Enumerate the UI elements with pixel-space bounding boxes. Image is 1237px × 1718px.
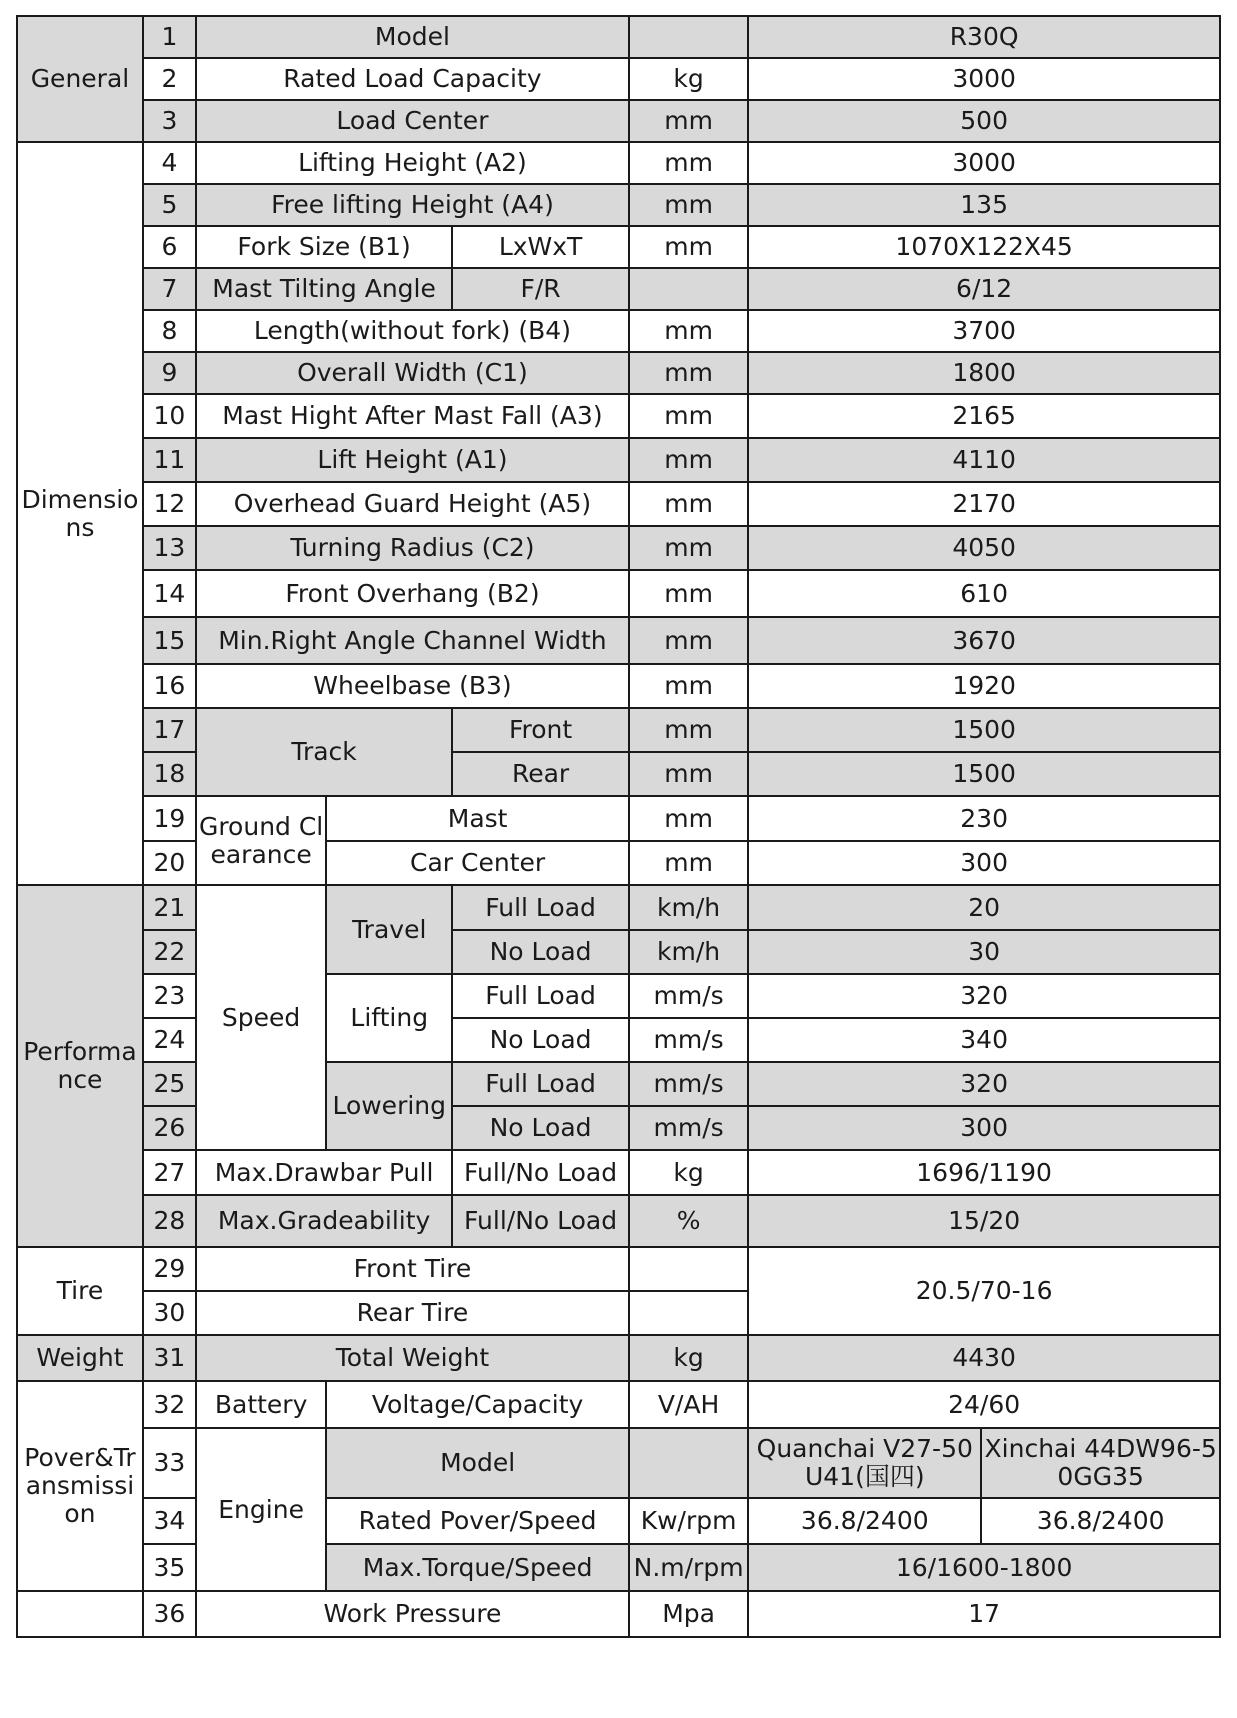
unit-cell: mm — [629, 352, 748, 394]
value-cell: 230 — [748, 796, 1220, 841]
value-cell: 320 — [748, 1062, 1220, 1106]
value-cell: 500 — [748, 100, 1220, 142]
row-number: 13 — [143, 526, 196, 570]
row-number: 8 — [143, 310, 196, 352]
value-cell: 30 — [748, 930, 1220, 974]
sub-item: Model — [326, 1428, 629, 1498]
unit-cell: mm — [629, 617, 748, 664]
sub-item: No Load — [452, 1106, 629, 1150]
row-number: 19 — [143, 796, 196, 841]
table-row — [17, 885, 1220, 930]
row-number: 11 — [143, 438, 196, 482]
unit-cell: mm — [629, 841, 748, 885]
item-name: Max.Gradeability — [196, 1195, 452, 1247]
table-row — [17, 1335, 1220, 1381]
value-cell: 24/60 — [748, 1381, 1220, 1428]
unit-cell: mm — [629, 438, 748, 482]
table-row — [17, 570, 1220, 617]
unit-cell: mm/s — [629, 1018, 748, 1062]
sub-item: LxWxT — [452, 226, 629, 268]
unit-cell: mm — [629, 184, 748, 226]
value-cell: 340 — [748, 1018, 1220, 1062]
category-power-transmission: Pover&Transmission — [17, 1381, 143, 1591]
value-cell-quanchai: Quanchai V27-50U41(国四) — [748, 1428, 981, 1498]
table-row — [17, 226, 1220, 268]
row-number: 35 — [143, 1544, 196, 1591]
value-cell: 1696/1190 — [748, 1150, 1220, 1195]
table-row — [17, 664, 1220, 708]
category-weight: Weight — [17, 1335, 143, 1381]
table-row — [17, 1195, 1220, 1247]
table-row — [17, 142, 1220, 184]
unit-cell: mm — [629, 752, 748, 796]
sub-item: No Load — [452, 1018, 629, 1062]
item-group: Lowering — [326, 1062, 452, 1150]
spec-table — [16, 15, 1221, 1638]
item-name: Model — [196, 16, 629, 58]
value-cell: 300 — [748, 1106, 1220, 1150]
item-name: Work Pressure — [196, 1591, 629, 1637]
row-number: 23 — [143, 974, 196, 1018]
item-name: Total Weight — [196, 1335, 629, 1381]
table-row — [17, 16, 1220, 58]
row-number: 17 — [143, 708, 196, 752]
value-cell: 320 — [748, 974, 1220, 1018]
unit-cell: kg — [629, 1335, 748, 1381]
item-name: Max.Drawbar Pull — [196, 1150, 452, 1195]
unit-cell: mm/s — [629, 1062, 748, 1106]
item-name: Overhead Guard Height (A5) — [196, 482, 629, 526]
item-name: Ground Clearance — [196, 796, 326, 885]
value-cell: 4430 — [748, 1335, 1220, 1381]
value-cell: 1800 — [748, 352, 1220, 394]
table-row — [17, 1150, 1220, 1195]
row-number: 31 — [143, 1335, 196, 1381]
unit-cell: mm — [629, 570, 748, 617]
sub-item: No Load — [452, 930, 629, 974]
sub-item: Full Load — [452, 1062, 629, 1106]
sub-item: Max.Torque/Speed — [326, 1544, 629, 1591]
value-cell: R30Q — [748, 16, 1220, 58]
row-number: 25 — [143, 1062, 196, 1106]
row-number: 27 — [143, 1150, 196, 1195]
item-name: Fork Size (B1) — [196, 226, 452, 268]
sub-item: Full/No Load — [452, 1150, 629, 1195]
value-cell-xinchai: 36.8/2400 — [981, 1498, 1220, 1544]
unit-cell: % — [629, 1195, 748, 1247]
table-row — [17, 526, 1220, 570]
table-row — [17, 1247, 1220, 1291]
item-group: Travel — [326, 885, 452, 974]
unit-cell: kg — [629, 58, 748, 100]
row-number: 7 — [143, 268, 196, 310]
row-number: 32 — [143, 1381, 196, 1428]
value-cell: 300 — [748, 841, 1220, 885]
table-row — [17, 438, 1220, 482]
row-number: 36 — [143, 1591, 196, 1637]
unit-cell: mm — [629, 226, 748, 268]
row-number: 29 — [143, 1247, 196, 1291]
sub-item: F/R — [452, 268, 629, 310]
item-name: Mast Hight After Mast Fall (A3) — [196, 394, 629, 438]
unit-cell: km/h — [629, 885, 748, 930]
table-row — [17, 310, 1220, 352]
item-name: Load Center — [196, 100, 629, 142]
row-number: 14 — [143, 570, 196, 617]
sub-item: Front — [452, 708, 629, 752]
table-row — [17, 617, 1220, 664]
category-general: General — [17, 16, 143, 142]
value-cell: 1920 — [748, 664, 1220, 708]
row-number: 18 — [143, 752, 196, 796]
table-row — [17, 482, 1220, 526]
row-number: 5 — [143, 184, 196, 226]
item-name: Battery — [196, 1381, 326, 1428]
unit-cell: N.m/rpm — [629, 1544, 748, 1591]
row-number: 1 — [143, 16, 196, 58]
spec-table-container — [16, 15, 1221, 1638]
row-number: 9 — [143, 352, 196, 394]
item-name: Free lifting Height (A4) — [196, 184, 629, 226]
table-row — [17, 1591, 1220, 1637]
unit-cell: Mpa — [629, 1591, 748, 1637]
sub-item: Car Center — [326, 841, 629, 885]
row-number: 33 — [143, 1428, 196, 1498]
item-name: Front Tire — [196, 1247, 629, 1291]
value-cell: 2165 — [748, 394, 1220, 438]
value-cell: 17 — [748, 1591, 1220, 1637]
row-number: 26 — [143, 1106, 196, 1150]
item-name: Mast Tilting Angle — [196, 268, 452, 310]
unit-cell: mm — [629, 394, 748, 438]
unit-cell: mm — [629, 142, 748, 184]
value-cell: 3670 — [748, 617, 1220, 664]
table-row — [17, 58, 1220, 100]
sub-item: Rear — [452, 752, 629, 796]
value-cell: 3000 — [748, 142, 1220, 184]
value-cell: 2170 — [748, 482, 1220, 526]
unit-cell: mm — [629, 796, 748, 841]
item-name: Wheelbase (B3) — [196, 664, 629, 708]
sub-item: Full Load — [452, 885, 629, 930]
category-tire: Tire — [17, 1247, 143, 1335]
row-number: 34 — [143, 1498, 196, 1544]
row-number: 16 — [143, 664, 196, 708]
value-cell: 1500 — [748, 752, 1220, 796]
unit-cell — [629, 268, 748, 310]
row-number: 10 — [143, 394, 196, 438]
unit-cell — [629, 1247, 748, 1291]
value-cell: 610 — [748, 570, 1220, 617]
value-cell: 4050 — [748, 526, 1220, 570]
item-name: Min.Right Angle Channel Width — [196, 617, 629, 664]
table-row — [17, 184, 1220, 226]
row-number: 21 — [143, 885, 196, 930]
item-name: Speed — [196, 885, 326, 1150]
unit-cell: mm/s — [629, 1106, 748, 1150]
unit-cell: Kw/rpm — [629, 1498, 748, 1544]
row-number: 2 — [143, 58, 196, 100]
unit-cell: mm — [629, 310, 748, 352]
category-empty — [17, 1591, 143, 1637]
row-number: 3 — [143, 100, 196, 142]
value-cell: 20.5/70-16 — [748, 1247, 1220, 1335]
unit-cell — [629, 16, 748, 58]
item-name: Rated Load Capacity — [196, 58, 629, 100]
unit-cell: mm — [629, 708, 748, 752]
unit-cell: mm — [629, 482, 748, 526]
value-cell: 4110 — [748, 438, 1220, 482]
row-number: 24 — [143, 1018, 196, 1062]
item-name: Lift Height (A1) — [196, 438, 629, 482]
row-number: 12 — [143, 482, 196, 526]
table-row — [17, 1381, 1220, 1428]
item-name: Lifting Height (A2) — [196, 142, 629, 184]
item-name: Length(without fork) (B4) — [196, 310, 629, 352]
unit-cell — [629, 1428, 748, 1498]
row-number: 4 — [143, 142, 196, 184]
unit-cell: mm — [629, 100, 748, 142]
table-row — [17, 100, 1220, 142]
category-performance: Performance — [17, 885, 143, 1247]
item-name: Front Overhang (B2) — [196, 570, 629, 617]
unit-cell: mm — [629, 664, 748, 708]
unit-cell: km/h — [629, 930, 748, 974]
sub-item: Voltage/Capacity — [326, 1381, 629, 1428]
item-name: Turning Radius (C2) — [196, 526, 629, 570]
unit-cell — [629, 1291, 748, 1335]
table-row — [17, 796, 1220, 841]
value-cell: 15/20 — [748, 1195, 1220, 1247]
row-number: 15 — [143, 617, 196, 664]
unit-cell: mm/s — [629, 974, 748, 1018]
table-row — [17, 268, 1220, 310]
value-cell: 1500 — [748, 708, 1220, 752]
value-cell: 3700 — [748, 310, 1220, 352]
item-group: Lifting — [326, 974, 452, 1062]
item-name: Overall Width (C1) — [196, 352, 629, 394]
sub-item: Full/No Load — [452, 1195, 629, 1247]
value-cell: 16/1600-1800 — [748, 1544, 1220, 1591]
value-cell: 20 — [748, 885, 1220, 930]
table-row — [17, 1428, 1220, 1498]
row-number: 20 — [143, 841, 196, 885]
table-row — [17, 352, 1220, 394]
category-dimensions: Dimensions — [17, 142, 143, 885]
value-cell: 1070X122X45 — [748, 226, 1220, 268]
unit-cell: mm — [629, 526, 748, 570]
row-number: 22 — [143, 930, 196, 974]
item-name: Rear Tire — [196, 1291, 629, 1335]
value-cell-quanchai: 36.8/2400 — [748, 1498, 981, 1544]
table-row — [17, 708, 1220, 752]
sub-item: Rated Pover/Speed — [326, 1498, 629, 1544]
unit-cell: kg — [629, 1150, 748, 1195]
value-cell: 6/12 — [748, 268, 1220, 310]
table-row — [17, 394, 1220, 438]
row-number: 30 — [143, 1291, 196, 1335]
sub-item: Full Load — [452, 974, 629, 1018]
row-number: 28 — [143, 1195, 196, 1247]
value-cell: 3000 — [748, 58, 1220, 100]
item-name: Engine — [196, 1428, 326, 1591]
item-name: Track — [196, 708, 452, 796]
value-cell-xinchai: Xinchai 44DW96-50GG35 — [981, 1428, 1220, 1498]
sub-item: Mast — [326, 796, 629, 841]
unit-cell: V/AH — [629, 1381, 748, 1428]
row-number: 6 — [143, 226, 196, 268]
value-cell: 135 — [748, 184, 1220, 226]
